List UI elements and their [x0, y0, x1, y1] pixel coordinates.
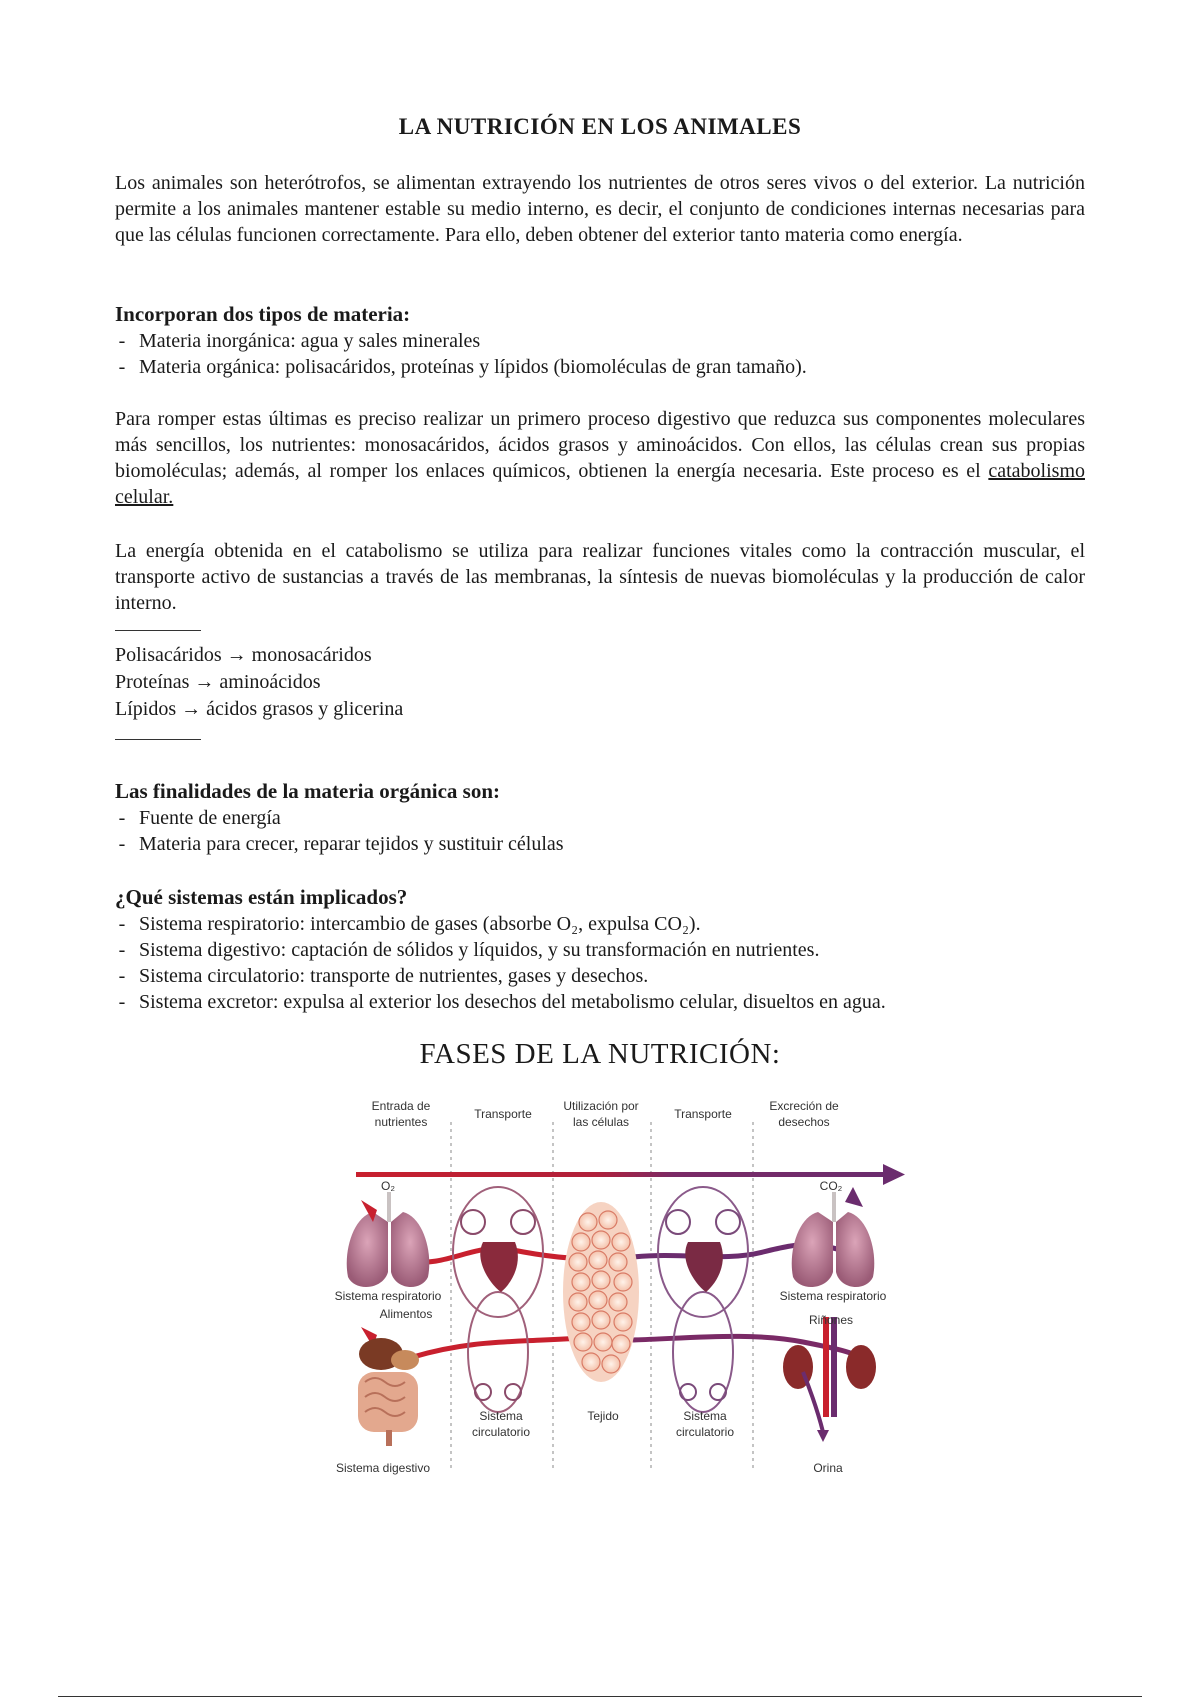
catabolismo-link: catabolismo celular. [115, 460, 1085, 508]
footer-rule [58, 1696, 1142, 1697]
phase-label-transporte-b: Transporte [674, 1107, 732, 1121]
list-item: - Materia inorgánica: agua y sales minerales [118, 330, 481, 352]
lungs-right [792, 1187, 875, 1287]
phase-label-excrecion: Excreción de desechos [769, 1099, 839, 1129]
list-item: Lípidos → ácidos grasos y glicerina [115, 698, 404, 720]
label-orina: Orina [813, 1461, 843, 1475]
list-item: Polisacáridos → monosacáridos [115, 644, 372, 666]
materia-list [115, 328, 807, 380]
circulatory-right [658, 1187, 748, 1412]
list-item: - Sistema digestivo: captación de sólidos y líquidos, y su transformación en nutrientes. [118, 939, 820, 961]
digestive-system [358, 1327, 419, 1446]
list-item: - Sistema respiratorio: intercambio de gases (absorbe O₂, expulsa CO₂). [118, 913, 701, 935]
label-resp-right: Sistema respiratorio [779, 1289, 887, 1303]
conversion-list [115, 642, 403, 723]
energia-paragraph: La energía obtenida en el catabolismo se utiliza para realizar funciones vitales como la contracción muscular, el transporte activo de sustancias a través de las membranas, la síntesis de nuevas biomoléculas y la producción de calor interno. [115, 540, 1085, 614]
list-item: - Sistema excretor: expulsa al exterior los desechos del metabolismo celular, disueltos en agua. [118, 991, 886, 1013]
document-title: LA NUTRICIÓN EN LOS ANIMALES [398, 114, 802, 139]
list-item: - Materia para crecer, reparar tejidos y sustituir células [118, 833, 564, 855]
flow-arrow-head [883, 1164, 905, 1185]
circulatory-left [453, 1187, 543, 1412]
label-resp-left: Sistema respiratorio [334, 1289, 442, 1303]
lungs-left [347, 1192, 430, 1287]
phase-label-transporte-a: Transporte [474, 1107, 532, 1121]
label-circ-left: Sistema circulatorio [471, 1409, 531, 1439]
phase-label-utilizacion: Utilización por las células [563, 1099, 639, 1129]
list-item: - Fuente de energía [118, 807, 281, 829]
label-o2: O₂ [381, 1179, 395, 1193]
label-tejido: Tejido [587, 1409, 619, 1423]
excretory-system [783, 1317, 876, 1442]
flow-arrow-bar [356, 1172, 886, 1177]
intro-paragraph: Los animales son heterótrofos, se alimentan extrayendo los nutrientes de otros seres vivos o del exterior. La nutrición permite a los animales mantener estable su medio interno, es decir, el conjunto de condiciones internas necesarias para que las células funcionen correctamente. Para ello, deben obtener del exterior tanto materia como energía. [115, 172, 1085, 246]
nutrition-phases-figure [333, 1092, 993, 1482]
list-item: Proteínas → aminoácidos [115, 671, 321, 693]
list-item: - Materia orgánica: polisacáridos, proteínas y lípidos (biomoléculas de gran tamaño). [118, 356, 807, 378]
digestion-paragraph: Para romper estas últimas es preciso realizar un primero proceso digestivo que reduzca sus componentes moleculares más sencillos, los nutrientes: monosacáridos, ácidos grasos y aminoácidos. Con ellos, las células crean sus propias biomoléculas; además, al romper los enlaces químicos, obtienen la energía necesaria. Este proceso es el catabolismo celular. [115, 408, 1085, 508]
phase-label-entrada: Entrada de nutrientes [371, 1099, 431, 1129]
materia-heading: Incorporan dos tipos de materia: [115, 302, 411, 326]
finalidades-heading: Las finalidades de la materia orgánica son: [115, 779, 501, 803]
label-co2: CO₂ [819, 1179, 843, 1193]
tissue-cells [563, 1202, 639, 1382]
divider [115, 630, 201, 631]
label-digestivo: Sistema digestivo [335, 1461, 431, 1475]
divider [115, 739, 201, 740]
finalidades-list [115, 805, 564, 857]
list-item: - Sistema circulatorio: transporte de nutrientes, gases y desechos. [118, 965, 649, 987]
sistemas-heading: ¿Qué sistemas están implicados? [115, 885, 408, 909]
label-circ-right: Sistema circulatorio [675, 1409, 735, 1439]
nutrition-diagram [333, 1092, 993, 1482]
label-alimentos: Alimentos [379, 1307, 433, 1321]
fases-title: FASES DE LA NUTRICIÓN: [419, 1038, 781, 1070]
label-rinones: Riñones [808, 1313, 854, 1327]
sistemas-list [115, 911, 886, 1015]
